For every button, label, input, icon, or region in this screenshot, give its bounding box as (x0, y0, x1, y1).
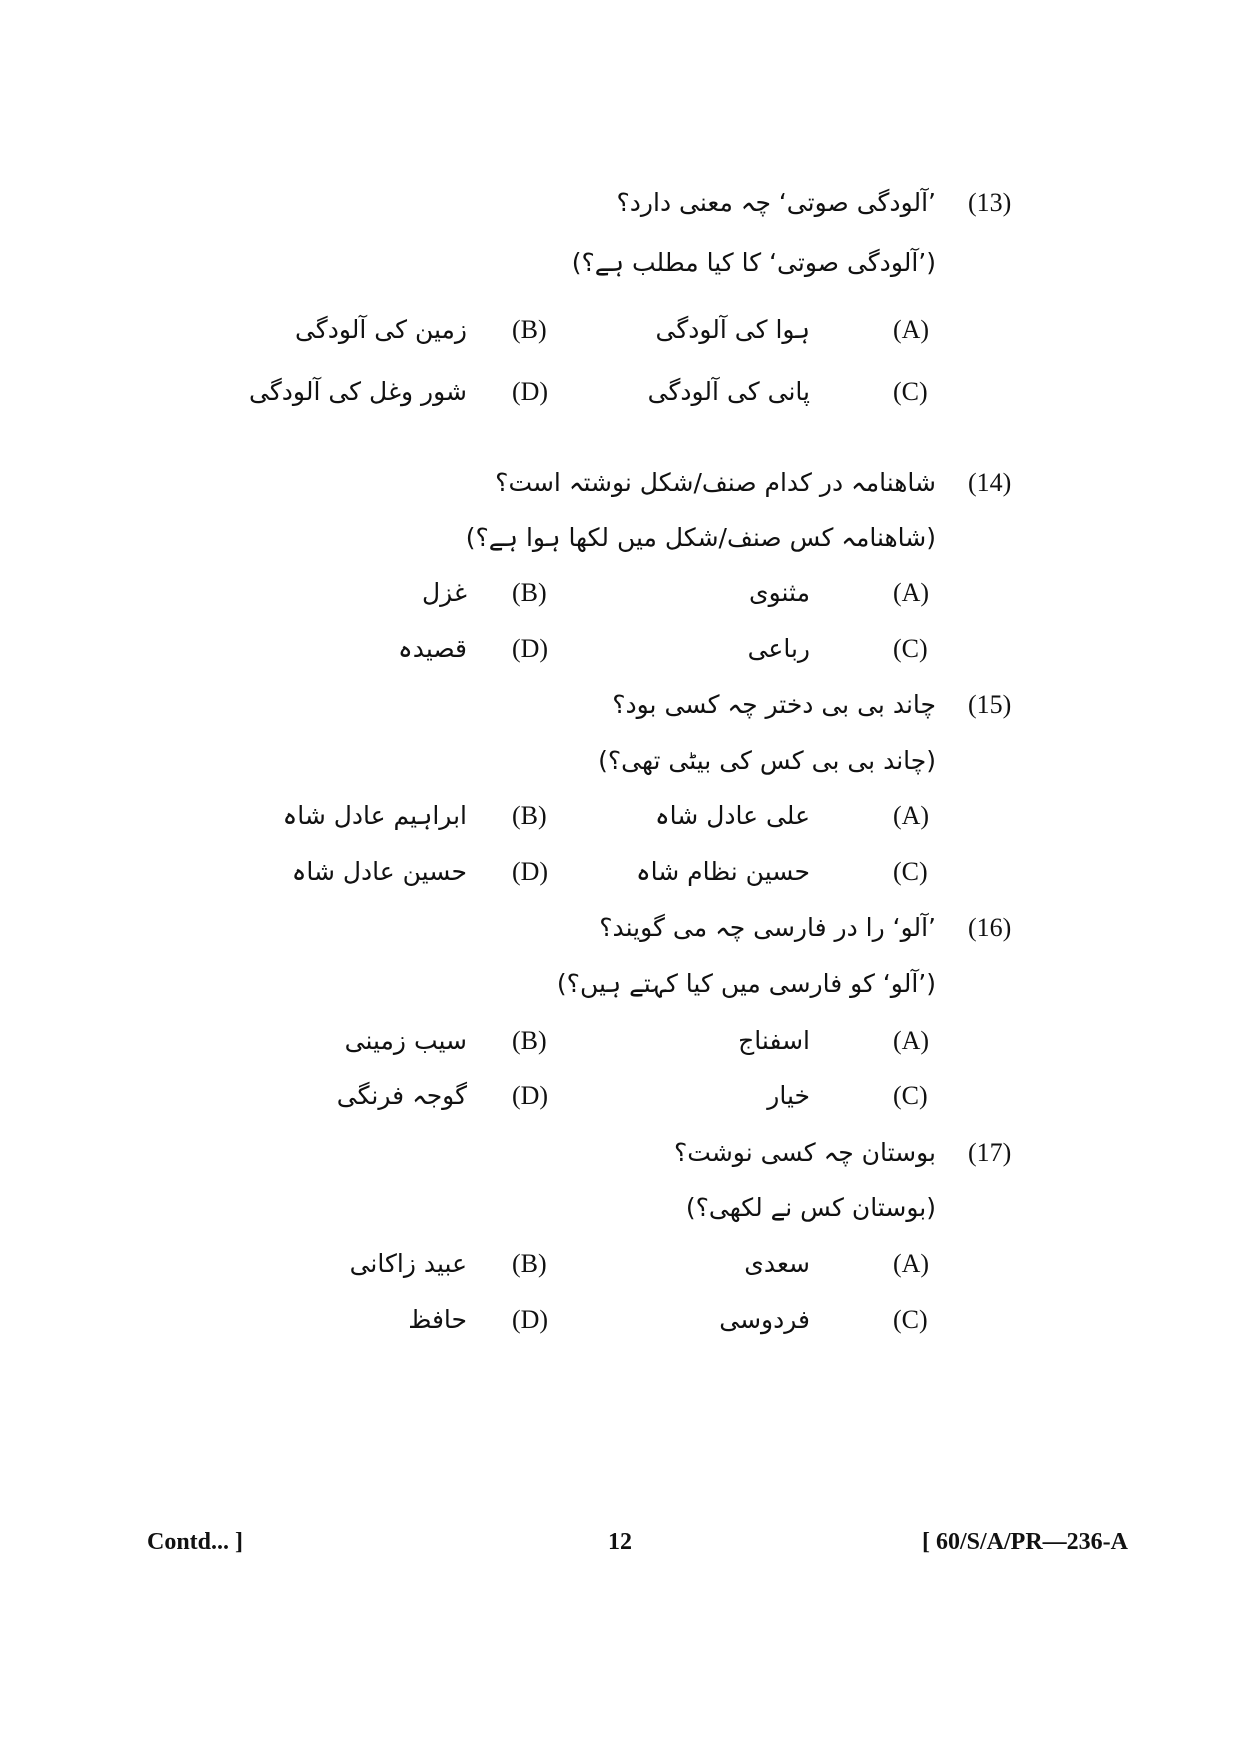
option-a-letter: (A) (893, 801, 930, 830)
option-b-text: زمین کی آلودگی (294, 315, 467, 344)
option-c-text: فردوسی (719, 1305, 810, 1334)
option-a-text: سعدی (744, 1249, 810, 1278)
option-a-text: علی عادل شاہ (655, 801, 810, 830)
option-b-letter: (B) (512, 1249, 547, 1278)
option-a-text: ہوا کی آلودگی (655, 315, 810, 344)
question-text-persian: ’آلودگی صوتی‘ چہ معنی دارد؟ (616, 188, 936, 217)
question-text-urdu: (’آلو‘ کو فارسی میں کیا کہتے ہیں؟) (556, 969, 936, 998)
option-c-text: پانی کی آلودگی (647, 377, 810, 406)
option-c-text: حسین نظام شاہ (636, 857, 810, 886)
option-c-text: رباعی (747, 634, 810, 663)
option-d-text: قصیدہ (398, 634, 467, 663)
page-number: 12 (608, 1529, 632, 1555)
option-a-text: اسفناج (738, 1026, 810, 1055)
option-c-letter: (C) (893, 377, 928, 406)
option-b-letter: (B) (512, 801, 547, 830)
continued-label: Contd... ] (147, 1529, 244, 1555)
option-d-letter: (D) (512, 857, 549, 886)
paper-code: [ 60/S/A/PR—236-A (922, 1529, 1128, 1555)
option-d-text: شور وغل کی آلودگی (249, 377, 467, 406)
option-a-letter: (A) (893, 1026, 930, 1055)
option-a-text: مثنوی (749, 578, 810, 607)
question-number: (14) (968, 468, 1012, 497)
option-b-letter: (B) (512, 578, 547, 607)
question-text-urdu: (شاھنامہ کس صنف/شکل میں لکھا ہوا ہے؟) (465, 523, 936, 552)
option-d-text: حسین عادل شاہ (291, 857, 467, 886)
option-c-letter: (C) (893, 634, 928, 663)
option-a-letter: (A) (893, 315, 930, 344)
option-b-letter: (B) (512, 1026, 547, 1055)
question-text-persian: بوستان چہ کسی نوشت؟ (674, 1138, 936, 1167)
option-d-text: حافظ (408, 1305, 467, 1334)
question-text-urdu: (’آلودگی صوتی‘ کا کیا مطلب ہے؟) (571, 248, 936, 277)
option-d-letter: (D) (512, 1305, 549, 1334)
option-d-letter: (D) (512, 634, 549, 663)
option-c-letter: (C) (893, 1081, 928, 1110)
option-b-letter: (B) (512, 315, 547, 344)
question-number: (16) (968, 913, 1012, 942)
question-text-urdu: (بوستان کس نے لکھی؟) (685, 1193, 936, 1222)
question-text-persian: چاند بی بی دختر چہ کسی بود؟ (612, 690, 936, 719)
option-d-text: گوجہ فرنگی (336, 1081, 467, 1110)
option-c-letter: (C) (893, 857, 928, 886)
option-a-letter: (A) (893, 578, 930, 607)
option-b-text: ابراہیم عادل شاہ (282, 801, 467, 830)
question-text-persian: شاھنامہ در کدام صنف/شکل نوشتہ است؟ (495, 468, 936, 497)
question-text-urdu: (چاند بی بی کس کی بیٹی تھی؟) (598, 746, 936, 775)
option-c-letter: (C) (893, 1305, 928, 1334)
option-d-letter: (D) (512, 1081, 549, 1110)
question-number: (17) (968, 1138, 1012, 1167)
question-number: (15) (968, 690, 1012, 719)
option-d-letter: (D) (512, 377, 549, 406)
option-c-text: خیار (767, 1081, 810, 1110)
question-number: (13) (968, 188, 1012, 217)
option-b-text: سیب زمینی (344, 1026, 467, 1055)
option-a-letter: (A) (893, 1249, 930, 1278)
option-b-text: غزل (421, 578, 467, 607)
option-b-text: عبید زاکانی (349, 1249, 467, 1278)
question-text-persian: ’آلو‘ را در فارسی چہ می گویند؟ (599, 913, 936, 942)
